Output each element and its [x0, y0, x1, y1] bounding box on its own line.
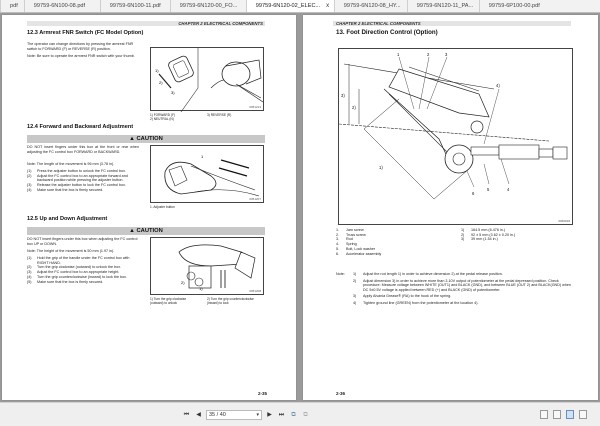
figure-id: 0051213: [249, 105, 261, 109]
dimensions-list: [461, 228, 571, 242]
dim-value: 39 mm (1.54 in.): [471, 237, 498, 242]
tab-bar: [0, 0, 600, 13]
page-number: 2-35: [258, 391, 268, 396]
caption-adjuster: 1. Adjuster button: [150, 205, 175, 209]
step: [27, 174, 139, 183]
step-number: (3): [27, 183, 32, 188]
part-number: 3.: [336, 237, 340, 242]
note-text: Apply Alvania Grease® (RA) to the hook of the spring.: [363, 294, 452, 299]
step-number: (5): [27, 279, 32, 284]
running-head: CHAPTER 2 ELECTRICAL COMPONENTS: [333, 21, 571, 26]
svg-text:2): 2): [159, 80, 163, 85]
section-12-3-note: Note: Be sure to operate the armrest FNR switch with your thumb.: [27, 54, 135, 58]
foot-control-illustration: [339, 49, 574, 226]
figure-id: 0051207: [249, 197, 261, 201]
caution-text: DO NOT insert fingers under this box at the front or rear when adjusting the FC control box FORWARD or BACKWARD.: [27, 145, 139, 154]
svg-text:1): 1): [155, 68, 159, 73]
single-page-view-icon[interactable]: [540, 410, 548, 419]
part-name: Bolt, Lock washer: [346, 246, 376, 251]
step-text: Make sure that the box is firmly secured.: [37, 279, 104, 284]
svg-text:3: 3: [445, 52, 448, 57]
part-number: 6.: [336, 251, 340, 256]
note-item: [353, 301, 573, 306]
dim-value: 164.5 mm (6.476 in.): [471, 228, 506, 232]
caption-unlock: 1) Turn the grip clockwise (outward) to unlock: [150, 297, 187, 305]
step: [27, 256, 139, 265]
svg-text:1): 1): [199, 286, 203, 291]
part-number: 5.: [336, 246, 340, 251]
part-name: Accelerator assembly: [346, 251, 382, 256]
two-page-view-icon[interactable]: [566, 410, 574, 419]
tab-label: 99759-6N120-02_ELEC...: [255, 3, 321, 9]
figure-foot-direction-control: [338, 48, 573, 225]
note-text: Tighten ground line (GREEN) from the potentiometer at the location 4).: [363, 300, 479, 305]
figure-fnr-switch: [150, 47, 264, 111]
section-12-3-title: 12.3 Armrest FNR Switch (FC Model Option): [27, 30, 144, 36]
close-tab-icon[interactable]: x: [326, 3, 330, 9]
parts-list: [336, 228, 436, 256]
running-head: CHAPTER 2 ELECTRICAL COMPONENTS: [27, 21, 265, 26]
step-number: (1): [27, 256, 32, 260]
view-mode-buttons: [540, 410, 587, 419]
tab-3[interactable]: [170, 0, 246, 13]
section-13-title: 13. Foot Direction Control (Option): [336, 29, 438, 36]
dim-item: [461, 237, 571, 242]
svg-text:2: 2: [427, 52, 430, 57]
step-number: (4): [27, 274, 32, 279]
figure-id: 0060918: [558, 219, 570, 223]
tab-label: 99759-6N120-00_FO...: [179, 3, 238, 9]
notes-list: [353, 272, 573, 306]
part-number: 1.: [336, 228, 340, 232]
last-page-icon[interactable]: ⏭: [278, 412, 285, 418]
step-text: Turn the grip counterclockwise (inward) to lock the box.: [37, 274, 128, 279]
section-12-5-note: Note: The height of the movement is 50 mm (1.97 in).: [27, 249, 115, 253]
tab-5[interactable]: [334, 0, 407, 13]
note-text: Adjust the rod length 1) in order to achieve dimension 2) at the pedal release position.: [363, 272, 503, 276]
note-number: 1): [353, 272, 357, 276]
step-text: Hold the grip of the handle under the FC control box with RIGHT HAND.: [37, 256, 130, 265]
note-text: Adjust dimension 3) in order to achieve more than 3.10V output of potentiometer at the pedal depressed position. Check procedure: Measure voltage between WHITE (OUT1) and BLACK (GND), and between BLUE (OUT 2) and BLACK(GND) when DC 5±0.5V voltage is applied between RED (+) and BLACK (GND) of potentiometer.: [363, 278, 571, 292]
dim-value: 92 ± 5 mm (3.62 ± 0.20 in.): [471, 232, 516, 237]
step-number: (2): [27, 173, 32, 178]
first-page-icon[interactable]: ⏮: [183, 412, 190, 418]
step-number: (3): [27, 270, 32, 275]
svg-text:4): 4): [496, 83, 500, 88]
part-item: [336, 252, 436, 257]
figure-up-down: [150, 237, 264, 295]
svg-text:1: 1: [397, 52, 400, 57]
fnr-switch-illustration: [151, 48, 265, 112]
note-item: [353, 279, 573, 293]
svg-text:3): 3): [171, 90, 175, 95]
two-page-continuous-view-icon[interactable]: [579, 410, 587, 419]
figure-id: 0051208: [249, 289, 261, 293]
tab-6[interactable]: [407, 0, 479, 13]
tab-1[interactable]: [24, 0, 100, 13]
svg-text:2): 2): [352, 105, 356, 110]
caption-neutral: 2) NEUTRAL (N): [150, 117, 174, 121]
caution-banner: ▲ CAUTION: [27, 135, 265, 143]
figure-adjuster-button: [150, 145, 264, 203]
note-number: 4): [353, 300, 357, 305]
part-name: Rod: [346, 237, 353, 242]
chevron-down-icon[interactable]: ▾: [256, 412, 259, 418]
step-text: Press the adjuster button to unlock the FC control box.: [37, 169, 126, 173]
tab-label: 99759-6N120-08_HY...: [343, 3, 401, 9]
section-12-5-steps: [27, 256, 139, 284]
tab-label: 99759-6P100-00.pdf: [488, 3, 540, 9]
svg-text:4: 4: [507, 187, 510, 192]
tab-label: 99759-6N100-11.pdf: [109, 3, 161, 9]
part-number: 2.: [336, 232, 340, 237]
section-12-5-title: 12.5 Up and Down Adjustment: [27, 216, 108, 222]
step-text: Adjust the FC control box to an appropriate height.: [37, 270, 120, 275]
section-12-3-body: The operator can change directions by pressing the armrest FNR switch to FORWARD (F) or REVERSE (R) position.: [27, 42, 134, 51]
step: [27, 280, 139, 285]
part-name: Truss screw: [346, 232, 366, 237]
caption-reverse: 3) REVERSE (R): [207, 113, 232, 117]
tab-7[interactable]: [479, 0, 554, 13]
tab-label: 99759-6N100-08.pdf: [33, 3, 86, 9]
page-navigation: [182, 410, 310, 420]
section-12-4-title: 12.4 Forward and Backward Adjustment: [27, 124, 134, 130]
dim-number: 3): [461, 237, 465, 242]
note-item: [353, 294, 573, 299]
tab-0[interactable]: [0, 0, 24, 13]
tab-2[interactable]: [100, 0, 170, 13]
step-text: Adjust the FC control box to an appropriate forward and backward position while pressing the adjuster button.: [37, 173, 128, 183]
tab-label: pdf: [10, 3, 18, 9]
section-12-4-steps: [27, 169, 139, 193]
step: [27, 188, 139, 193]
step-number: (4): [27, 187, 32, 192]
caution-banner: ▲ CAUTION: [27, 227, 265, 235]
step-text: Turn the grip clockwise (outward) to unlock the box.: [37, 265, 122, 270]
note-number: 2): [353, 278, 357, 283]
prev-page-icon[interactable]: ◀: [196, 412, 201, 418]
step-text: Release the adjuster button to lock the FC control box.: [37, 183, 126, 188]
svg-text:1: 1: [201, 154, 204, 159]
part-name: Jam screw: [346, 228, 364, 232]
dim-number: 1): [461, 228, 465, 232]
note-label: Note:: [336, 272, 345, 276]
note-number: 3): [353, 294, 357, 299]
part-number: 4.: [336, 242, 340, 247]
tab-4-active[interactable]: [246, 0, 334, 13]
copy-page-icon[interactable]: ⧉: [291, 412, 296, 418]
svg-text:3): 3): [341, 93, 345, 98]
note-item: [353, 272, 573, 277]
caption-forward: 1) FORWARD (F): [150, 113, 175, 117]
step-text: Make sure that the box is firmly secured.: [37, 187, 104, 192]
svg-text:6: 6: [472, 191, 475, 196]
svg-text:5: 5: [487, 187, 490, 192]
svg-text:2): 2): [181, 280, 185, 285]
page-2-35: [2, 15, 296, 400]
step-number: (1): [27, 169, 32, 173]
bottom-toolbar: [0, 402, 600, 426]
caution-text: DO NOT insert fingers under this box when adjusting the FC control box UP or DOWN.: [27, 237, 138, 246]
adjuster-illustration: [151, 146, 265, 204]
step-number: (2): [27, 265, 32, 270]
next-page-icon[interactable]: ▶: [267, 412, 272, 418]
section-12-4-note: Note: The length of the movement is 96 mm (3.78 in).: [27, 162, 115, 166]
tab-label: 99759-6N120-11_PA...: [416, 3, 474, 9]
continuous-view-icon[interactable]: [553, 410, 561, 419]
page-number: 2-36: [336, 391, 346, 396]
paste-page-icon[interactable]: ⧉: [303, 412, 308, 418]
part-name: Spring: [346, 242, 357, 247]
page-number-input[interactable]: [206, 410, 262, 420]
caption-lock: 2) Turn the grip counterclockwise (inward) to lock: [207, 297, 254, 305]
page-number-value: 35 / 40: [209, 412, 226, 418]
document-viewport[interactable]: [0, 13, 600, 402]
up-down-illustration: [151, 238, 265, 296]
page-2-36: [303, 15, 598, 400]
svg-text:1): 1): [379, 165, 383, 170]
dim-number: 2): [461, 232, 465, 237]
